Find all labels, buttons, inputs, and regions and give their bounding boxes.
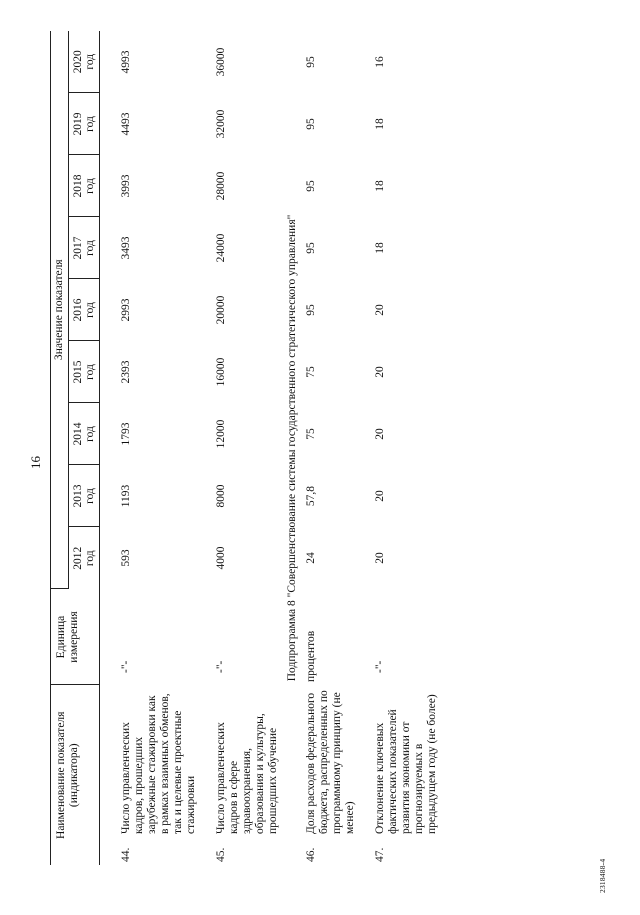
value-cell: 2993: [120, 298, 132, 322]
value-cell: 32000: [215, 109, 227, 139]
value-cell: 24: [305, 552, 317, 564]
value-cell: 20: [374, 552, 386, 564]
value-cell: 18: [374, 242, 386, 254]
value-cell: 95: [305, 242, 317, 254]
value-cell: 16000: [215, 357, 227, 387]
value-cell: 75: [305, 366, 317, 378]
row-number: 45.: [215, 847, 227, 862]
value-cell: 20: [374, 428, 386, 440]
value-cell: 20: [374, 490, 386, 502]
row-number: 46.: [305, 847, 317, 862]
header-year: 2015 год: [69, 341, 100, 403]
table-row: [100, 31, 202, 865]
unit-cell: процентов: [305, 630, 317, 682]
header-year: 2014 год: [69, 403, 100, 465]
table-row: [302, 31, 360, 865]
value-cell: 1193: [120, 484, 132, 508]
value-cell: 20: [374, 304, 386, 316]
value-cell: 12000: [215, 419, 227, 449]
indicator-name: Число управленческих кадров, прошедших зарубежные стажировки как в рамках взаимных обменов, так и целевые проектные стажировки: [120, 693, 197, 834]
document-id: 2318488-4: [598, 858, 607, 893]
header-unit: Единица измерения: [51, 589, 100, 685]
subprogram-title: Подпрограмма 8 "Совершенствование системы государственного стратегического управления": [286, 214, 298, 682]
value-cell: 24000: [215, 233, 227, 263]
value-cell: 36000: [215, 47, 227, 77]
unit-cell: -"-: [120, 660, 132, 673]
page-number: 16: [28, 456, 43, 469]
value-cell: 20: [374, 366, 386, 378]
header-year: 2012 год: [69, 527, 100, 589]
value-cell: 593: [120, 549, 132, 567]
value-cell: 3493: [120, 236, 132, 260]
value-cell: 2393: [120, 360, 132, 384]
value-cell: 18: [374, 118, 386, 130]
value-cell: 4000: [215, 546, 227, 570]
value-cell: 95: [305, 180, 317, 192]
header-name: Наименование показателя (индикатора): [51, 685, 100, 865]
header-year: 2020 год: [69, 31, 100, 93]
header-year: 2013 год: [69, 465, 100, 527]
unit-cell: -"-: [215, 660, 227, 673]
header-values-group: Значение показателя: [51, 31, 69, 589]
header-year: 2018 год: [69, 155, 100, 217]
table-row: [201, 31, 283, 865]
value-cell: 1793: [120, 422, 132, 446]
value-cell: 95: [305, 56, 317, 68]
value-cell: 95: [305, 304, 317, 316]
value-cell: 95: [305, 118, 317, 130]
indicator-name: Доля расходов федерального бюджета, распределенных по программному принципу (не менее): [305, 690, 356, 834]
row-number: 47.: [374, 847, 386, 862]
value-cell: 57,8: [305, 485, 317, 507]
unit-cell: -"-: [374, 660, 386, 673]
value-cell: 8000: [215, 484, 227, 508]
row-number: 44.: [120, 847, 132, 862]
value-cell: 16: [374, 56, 386, 68]
table-row: [360, 31, 442, 865]
header-year: 2017 год: [69, 217, 100, 279]
value-cell: 18: [374, 180, 386, 192]
header-year: 2016 год: [69, 279, 100, 341]
subprogram-heading-row: [283, 31, 302, 865]
indicator-name: Число управленческих кадров в сфере здравоохранения, образования и культуры, прошедших обучение: [215, 713, 279, 834]
header-year: 2019 год: [69, 93, 100, 155]
value-cell: 20000: [215, 295, 227, 325]
value-cell: 4493: [120, 112, 132, 136]
value-cell: 28000: [215, 171, 227, 201]
value-cell: 75: [305, 428, 317, 440]
indicators-table: [50, 31, 442, 865]
value-cell: 3993: [120, 174, 132, 198]
value-cell: 4993: [120, 50, 132, 74]
indicator-name: Отклонение ключевых фактических показателей развития экономики от прогнозируемых в предыдущем году (не более): [374, 694, 438, 834]
